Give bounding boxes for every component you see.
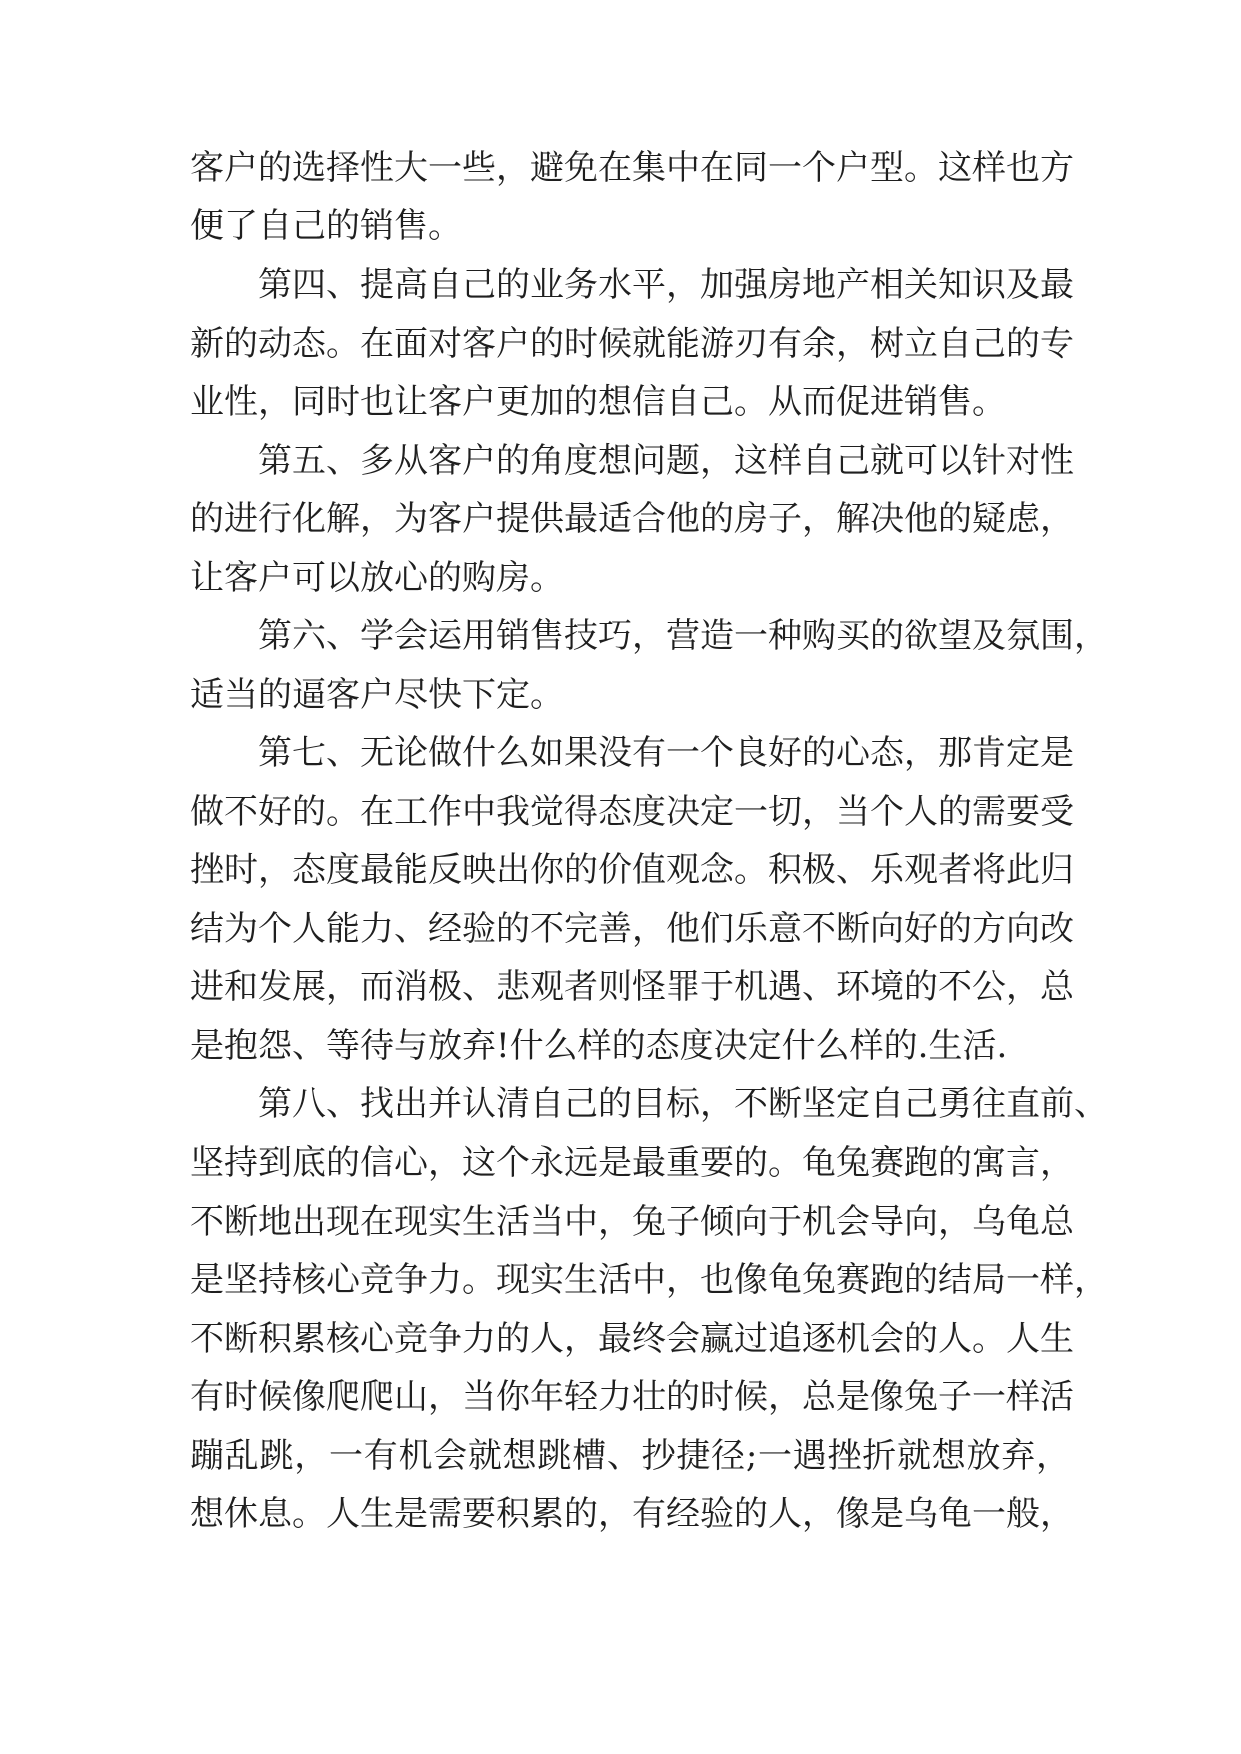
- text-line: 便了自己的销售。: [190, 206, 462, 246]
- text-line: 进和发展，而消极、悲观者则怪罪于机遇、环境的不公，总: [190, 967, 1074, 1007]
- paragraph-start-line: 第四、提高自己的业务水平，加强房地产相关知识及最: [258, 265, 1074, 305]
- paragraph-start-line: 第六、学会运用销售技巧，营造一种购买的欲望及氛围，: [258, 616, 1108, 656]
- text-line: 坚持到底的信心，这个永远是最重要的。龟兔赛跑的寓言，: [190, 1143, 1074, 1183]
- text-line: 是抱怨、等待与放弃!什么样的态度决定什么样的.生活.: [190, 1026, 1008, 1066]
- text-line: 不断积累核心竞争力的人，最终会赢过追逐机会的人。人生: [190, 1319, 1074, 1359]
- text-line: 蹦乱跳，一有机会就想跳槽、抄捷径;一遇挫折就想放弃，: [190, 1436, 1070, 1476]
- paragraph-start-line: 第七、无论做什么如果没有一个良好的心态，那肯定是: [258, 733, 1074, 773]
- text-line: 的进行化解，为客户提供最适合他的房子，解决他的疑虑，: [190, 499, 1074, 539]
- text-line: 适当的逼客户尽快下定。: [190, 675, 564, 715]
- text-line: 想休息。人生是需要积累的，有经验的人，像是乌龟一般，: [190, 1494, 1074, 1534]
- text-line: 结为个人能力、经验的不完善，他们乐意不断向好的方向改: [190, 909, 1074, 949]
- text-line: 让客户可以放心的购房。: [190, 558, 564, 598]
- text-line: 客户的选择性大一些，避免在集中在同一个户型。这样也方: [190, 148, 1074, 188]
- text-line: 有时候像爬爬山，当你年轻力壮的时候，总是像兔子一样活: [190, 1377, 1074, 1417]
- text-line: 是坚持核心竞争力。现实生活中，也像龟兔赛跑的结局一样，: [190, 1260, 1108, 1300]
- text-line: 不断地出现在现实生活当中，兔子倾向于机会导向，乌龟总: [190, 1202, 1074, 1242]
- paragraph-start-line: 第八、找出并认清自己的目标，不断坚定自己勇往直前、: [258, 1084, 1108, 1124]
- text-line: 挫时，态度最能反映出你的价值观念。积极、乐观者将此归: [190, 850, 1074, 890]
- text-line: 业性，同时也让客户更加的想信自己。从而促进销售。: [190, 382, 1006, 422]
- paragraph-start-line: 第五、多从客户的角度想问题，这样自己就可以针对性: [258, 441, 1074, 481]
- text-line: 新的动态。在面对客户的时候就能游刃有余，树立自己的专: [190, 324, 1074, 364]
- text-line: 做不好的。在工作中我觉得态度决定一切，当个人的需要受: [190, 792, 1074, 832]
